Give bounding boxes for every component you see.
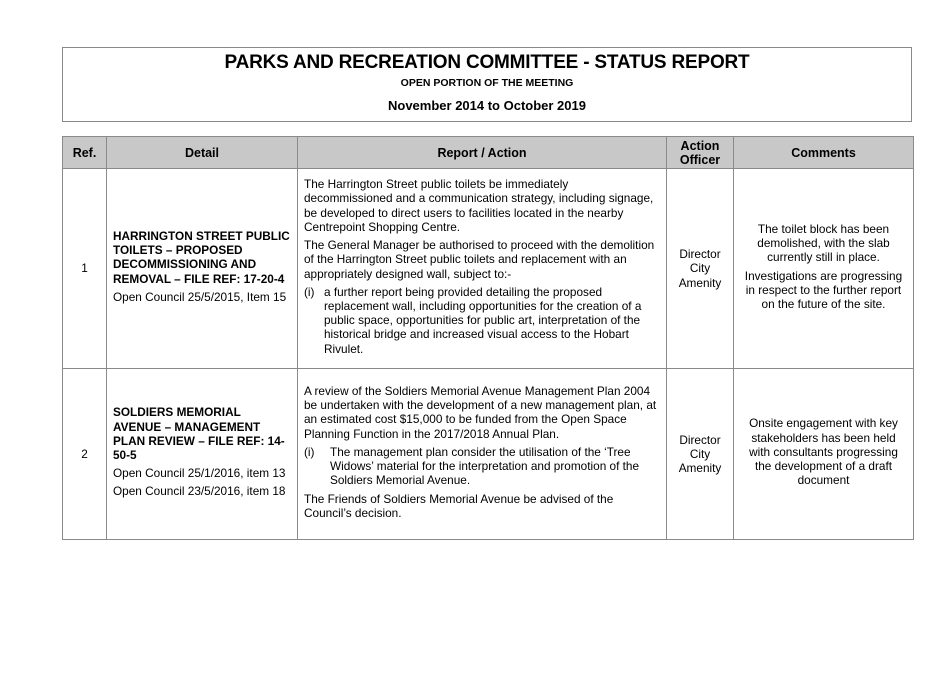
column-header-comments: Comments <box>734 137 914 169</box>
table-header-row <box>63 137 914 169</box>
report-subtitle: OPEN PORTION OF THE MEETING <box>400 77 574 89</box>
report-sub-item <box>304 445 660 488</box>
sub-item-text: a further report being provided detailing the proposed replacement wall, including opportunities for the creation of a public space, opportunities for public art, interpretation of the historical bridge and increased visual access to the Hobart Rivulet. <box>324 284 642 356</box>
status-table <box>62 136 914 540</box>
report-action-cell <box>298 369 667 540</box>
report-paragraph: The General Manager be authorised to proceed with the demolition of the Harrington Street public toilets and replacement with an appropriately designed wall, subject to:- <box>304 238 655 281</box>
column-header-ref: Ref. <box>63 137 107 169</box>
report-closing: The Friends of Soldiers Memorial Avenue be advised of the Council’s decision. <box>304 491 614 520</box>
action-officer-cell <box>667 169 734 369</box>
detail-cell <box>107 369 298 540</box>
report-paragraph: A review of the Soldiers Memorial Avenue Management Plan 2004 be undertaken with the development of a new management plan, at an estimated cost $15,000 to be funded from the Open Space Planning Function in the 2017/2018 Annual Plan. <box>304 384 657 441</box>
sub-item-number: (i) <box>304 284 315 299</box>
comment-paragraph: Investigations are progressing in respect to the further report on the future of the site. <box>744 268 903 311</box>
report-sub-item <box>304 285 660 356</box>
detail-meeting: Open Council 25/5/2015, Item 15 <box>113 289 287 304</box>
table-row <box>63 169 914 369</box>
comment-paragraph: The toilet block has been demolished, with the slab currently still in place. <box>757 221 890 265</box>
report-period: November 2014 to October 2019 <box>388 98 586 113</box>
ref-cell: 1 <box>63 169 107 369</box>
report-header <box>62 47 912 122</box>
action-officer: Director City Amenity <box>678 432 722 476</box>
column-header-detail: Detail <box>107 137 298 169</box>
detail-meeting: Open Council 23/5/2016, item 18 <box>113 484 286 499</box>
sub-item-number: (i) <box>304 444 315 459</box>
report-title: PARKS AND RECREATION COMMITTEE - STATUS REPORT <box>224 52 750 73</box>
report-action-cell <box>298 169 667 369</box>
column-header-report-action: Report / Action <box>298 137 667 169</box>
comments-cell <box>734 369 914 540</box>
column-header-action-officer-text: Action Officer <box>679 138 721 167</box>
table-row <box>63 369 914 540</box>
detail-title: SOLDIERS MEMORIAL AVENUE – MANAGEMENT PLAN REVIEW – FILE REF: 14-50-5 <box>113 405 285 462</box>
detail-title: HARRINGTON STREET PUBLIC TOILETS – PROPOSED DECOMMISSIONING AND REMOVAL – FILE REF: 17-20-4 <box>113 228 290 286</box>
action-officer: Director City Amenity <box>678 247 722 290</box>
detail-meeting: Open Council 25/1/2016, item 13 <box>113 466 286 481</box>
action-officer-cell <box>667 369 734 540</box>
comment-paragraph: Onsite engagement with key stakeholders has been held with consultants progressing the development of a draft document <box>749 416 898 488</box>
column-header-action-officer <box>667 137 734 169</box>
sub-item-text: The management plan consider the utilisation of the ‘Tree Widows’ material for the interpretation and promotion of the Soldiers Memorial Avenue. <box>330 444 640 488</box>
comments-cell <box>734 169 914 369</box>
report-paragraph: The Harrington Street public toilets be immediately decommissioned and a communication strategy, including signage, be developed to direct users to facilities located in the nearby Centrepoint Shopping Centre. <box>304 177 654 234</box>
ref-cell: 2 <box>63 369 107 540</box>
detail-cell <box>107 169 298 369</box>
